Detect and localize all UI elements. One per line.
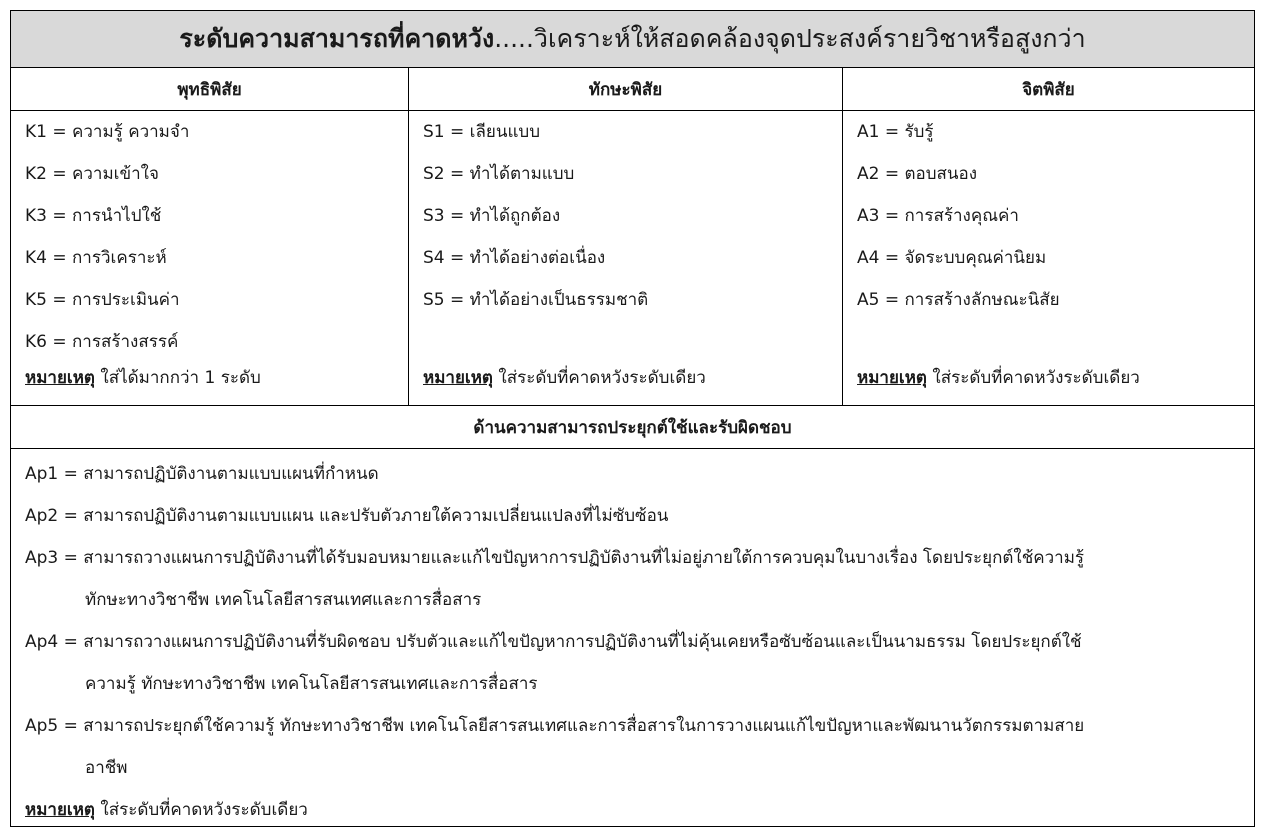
list-item: K2 = ความเข้าใจ — [25, 164, 159, 184]
list-item: K5 = การประเมินค่า — [25, 290, 180, 310]
ap1-item: Ap1 = สามารถปฏิบัติงานตามแบบแผนที่กำหนด — [25, 464, 379, 484]
domain-columns — [11, 68, 1254, 405]
title-normal-text: .....วิเคราะห์ให้สอดคล้องจุดประสงค์รายวิชาหรือสูงกว่า — [494, 24, 1086, 53]
application-note — [25, 789, 1240, 831]
note-label: หมายเหตุ — [25, 368, 95, 388]
list-item: A2 = ตอบสนอง — [857, 164, 978, 184]
ap4-continuation: ความรู้ ทักษะทางวิชาชีพ เทคโนโลยีสารสนเทศและการสื่อสาร — [85, 674, 538, 694]
note-text: ใส่ระดับที่คาดหวังระดับเดียว — [926, 368, 1140, 388]
ap2-item: Ap2 = สามารถปฏิบัติงานตามแบบแผน และปรับตัวภายใต้ความเปลี่ยนแปลงที่ไม่ซับซ้อน — [25, 506, 669, 526]
ap4-item: Ap4 = สามารถวางแผนการปฏิบัติงานที่รับผิดชอบ ปรับตัวและแก้ไขปัญหาการปฏิบัติงานที่ไม่คุ้นเคยหรือซับซ้อนและเป็นนามธรรม โดยประยุกต์ใช้ — [25, 632, 1082, 652]
note-label: หมายเหตุ — [423, 368, 493, 388]
affective-note — [857, 363, 1140, 405]
affective-column — [843, 68, 1254, 405]
cognitive-header: พุทธิพิสัย — [11, 68, 408, 111]
title-bold-text: ระดับความสามารถที่คาดหวัง — [179, 24, 495, 53]
cognitive-list — [11, 111, 408, 405]
list-item: A4 = จัดระบบคุณค่านิยม — [857, 248, 1047, 268]
application-list — [11, 449, 1254, 826]
list-item: K3 = การนำไปใช้ — [25, 206, 162, 226]
list-item: A3 = การสร้างคุณค่า — [857, 206, 1019, 226]
ap3-item: Ap3 = สามารถวางแผนการปฏิบัติงานที่ได้รับมอบหมายและแก้ไขปัญหาการปฏิบัติงานที่ไม่อยู่ภายใต้การควบคุมในบางเรื่อง โดยประยุกต์ใช้ความรู้ — [25, 548, 1085, 568]
list-item: S1 = เลียนแบบ — [423, 122, 541, 142]
list-item: S3 = ทำได้ถูกต้อง — [423, 206, 561, 226]
psychomotor-note — [423, 363, 706, 405]
list-item: S5 = ทำได้อย่างเป็นธรรมชาติ — [423, 290, 649, 310]
psychomotor-column — [409, 68, 843, 405]
note-text: ใส่ได้มากกว่า 1 ระดับ — [94, 368, 261, 388]
note-text: ใส่ระดับที่คาดหวังระดับเดียว — [492, 368, 706, 388]
cognitive-note — [25, 363, 261, 405]
note-text: ใส่ระดับที่คาดหวังระดับเดียว — [94, 800, 308, 820]
list-item: K1 = ความรู้ ความจำ — [25, 122, 190, 142]
psychomotor-header: ทักษะพิสัย — [409, 68, 842, 111]
application-header: ด้านความสามารถประยุกต์ใช้และรับผิดชอบ — [11, 405, 1254, 449]
competency-table — [10, 10, 1255, 827]
note-label: หมายเหตุ — [857, 368, 927, 388]
table-title — [11, 11, 1254, 68]
list-item: S4 = ทำได้อย่างต่อเนื่อง — [423, 248, 606, 268]
list-item: A5 = การสร้างลักษณะนิสัย — [857, 290, 1060, 310]
ap3-continuation: ทักษะทางวิชาชีพ เทคโนโลยีสารสนเทศและการสื่อสาร — [85, 590, 482, 610]
ap5-continuation: อาชีพ — [85, 758, 128, 778]
list-item: S2 = ทำได้ตามแบบ — [423, 164, 575, 184]
list-item: K4 = การวิเคราะห์ — [25, 248, 167, 268]
ap5-item: Ap5 = สามารถประยุกต์ใช้ความรู้ ทักษะทางวิชาชีพ เทคโนโลยีสารสนเทศและการสื่อสารในการวางแผนแก้ไขปัญหาและพัฒนานวัตกรรมตามสาย — [25, 716, 1085, 736]
psychomotor-list — [409, 111, 842, 405]
list-item: A1 = รับรู้ — [857, 122, 934, 142]
affective-list — [843, 111, 1254, 405]
cognitive-column — [11, 68, 409, 405]
affective-header: จิตพิสัย — [843, 68, 1254, 111]
note-label: หมายเหตุ — [25, 800, 95, 820]
list-item: K6 = การสร้างสรรค์ — [25, 332, 179, 352]
